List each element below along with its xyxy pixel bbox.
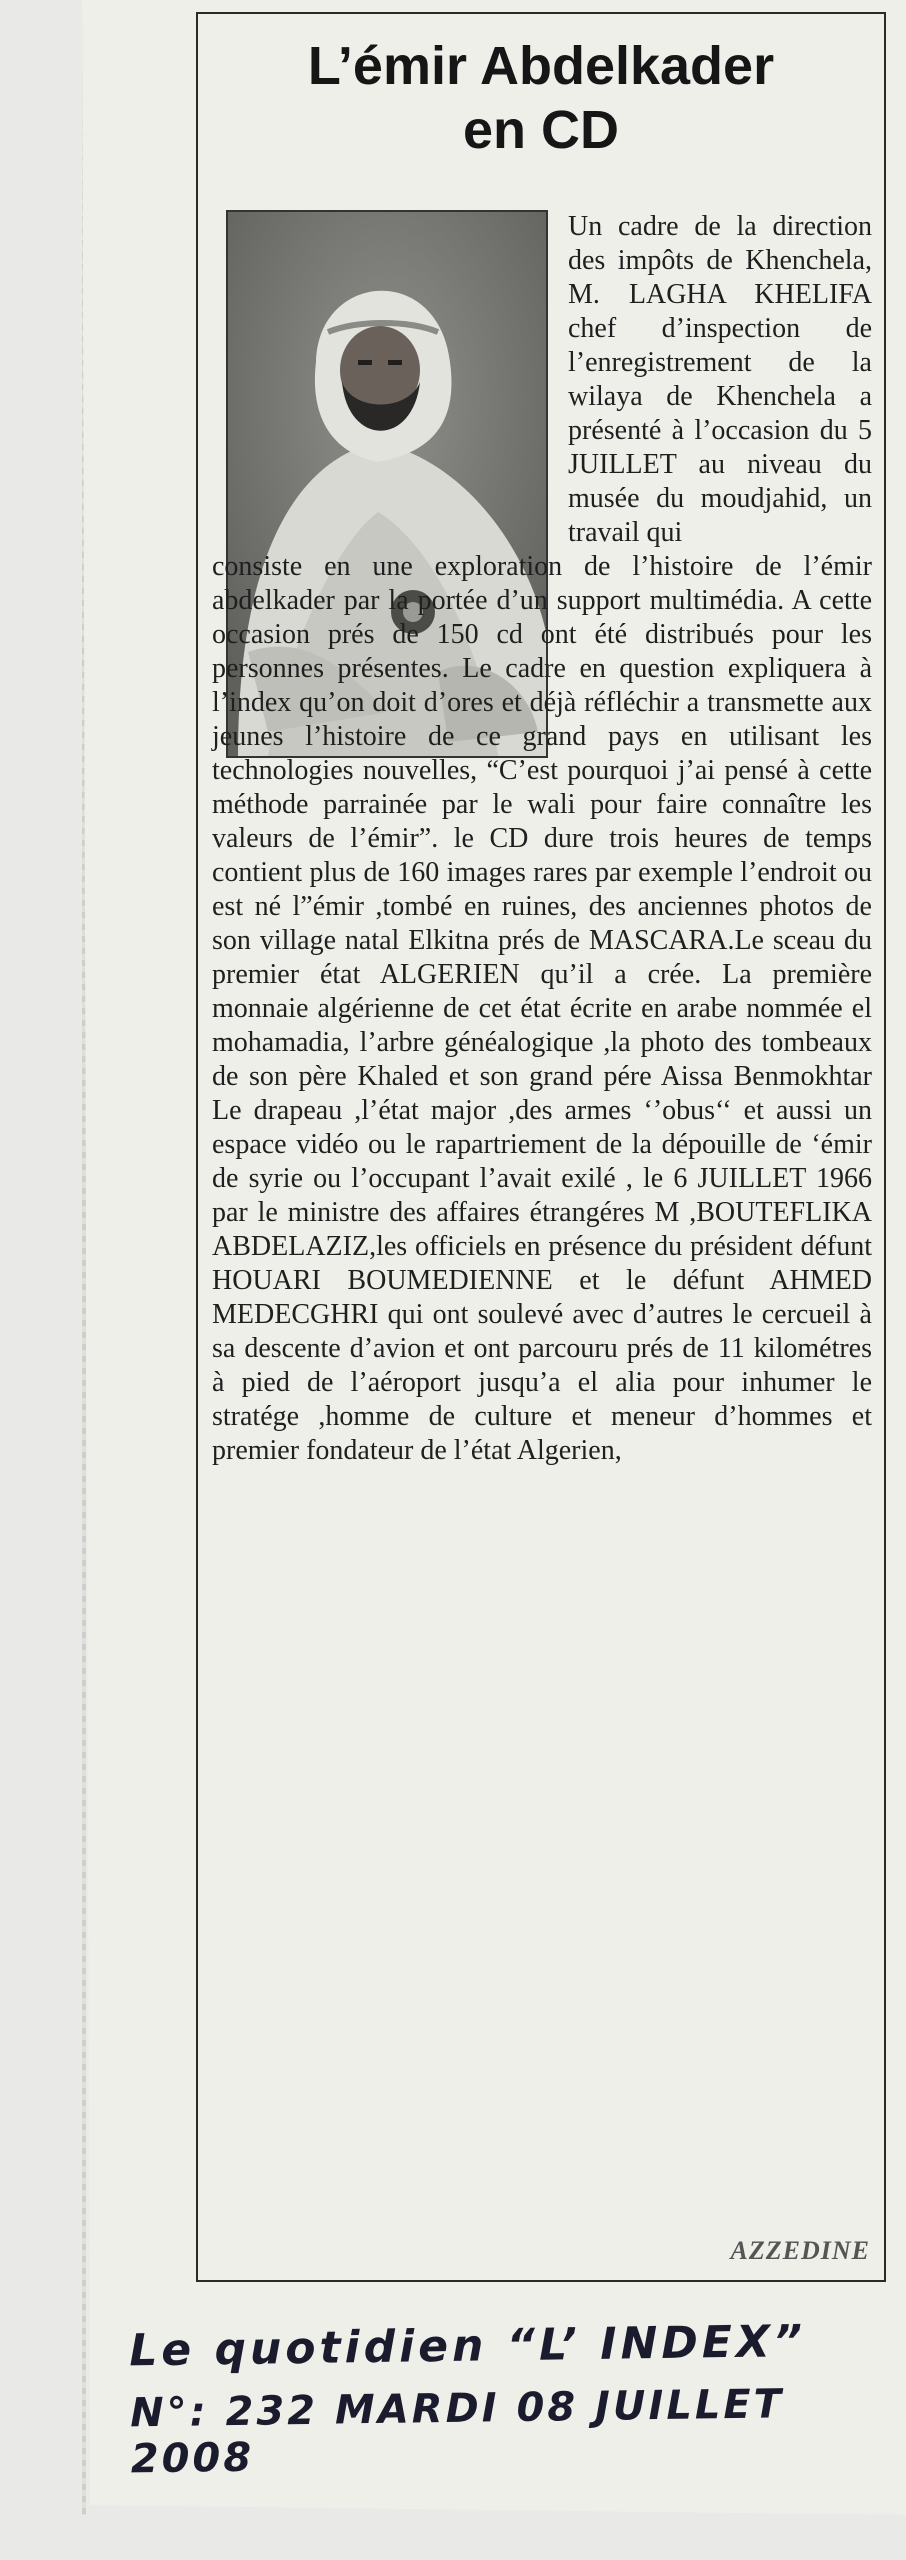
handwritten-source-note <box>129 2315 906 2483</box>
article-title <box>198 34 884 162</box>
title-line-2: en CD <box>462 100 619 160</box>
source-line-date: N°: 232 MARDI 08 JUILLET 2008 <box>129 2381 785 2483</box>
article-box <box>196 12 886 2282</box>
byline: AZZEDINE <box>730 2236 870 2265</box>
body-paragraph-rest: consiste en une exploration de l’histoire de l’émir abdelkader par la portée d’un support multimédia. A cette occasion prés de 150 cd ont été distribués pour les personnes présentes. Le cadre en question expliquera à l’index qu’on doit d’ores et déjà réfléchir a transmette aux jeunes l’histoire de ce grand pays en utilisant les technologies nouvelles, “C’est pourquoi j’ai pensé à cette méthode parrainée par le wali pour faire connaître les valeurs de l’émir”. le CD dure trois heures de temps contient plus de 160 images rares par exemple l’endroit ou est né l”émir ,tombé en ruines, des anciennes photos de son village natal Elkitna prés de MASCARA.Le sceau du premier état ALGERIEN qu’il a crée. La première monnaie algérienne de cet état écrite en arabe nommée el mohamadia, l’arbre généalogique ,la photo des tombeaux de son père Khaled et son grand pére Aissa Benmokhtar Le drapeau ,l’état major ,des armes ‘’obus‘‘ et aussi un espace vidéo ou le rapartriement de la dépouille de ‘émir de syrie ou l’occupant l’avait exilé , le 6 JUILLET 1966 par le ministre des affaires étrangéres M ,BOUTEFLIKA ABDELAZIZ,les officiels en présence du président défunt HOUARI BOUMEDIENNE et le défunt AHMED MEDECGHRI qui ont soulevé avec d’autres le cercueil à sa descente d’avion et ont parcouru prés de 11 kilométres à pied de l’aéroport jusqu’a el alia pour inhumer le stratége ,homme de culture et meneur d’hommes et premier fondateur de l’état Algerien, <box>212 551 872 1466</box>
source-line-newspaper: Le quotidien “L’ INDEX” <box>128 2315 807 2377</box>
body-paragraph-top: Un cadre de la direction des impôts de Khenchela, M. LAGHA KHELIFA chef d’inspection de l’enregistrement de la wilaya de Khenchela a présenté à l’occasion du 5 JUILLET au niveau du musée du moudjahid, un travail qui <box>568 211 872 548</box>
article-body <box>212 210 872 1468</box>
title-line-1: L’émir Abdelkader <box>307 36 775 96</box>
